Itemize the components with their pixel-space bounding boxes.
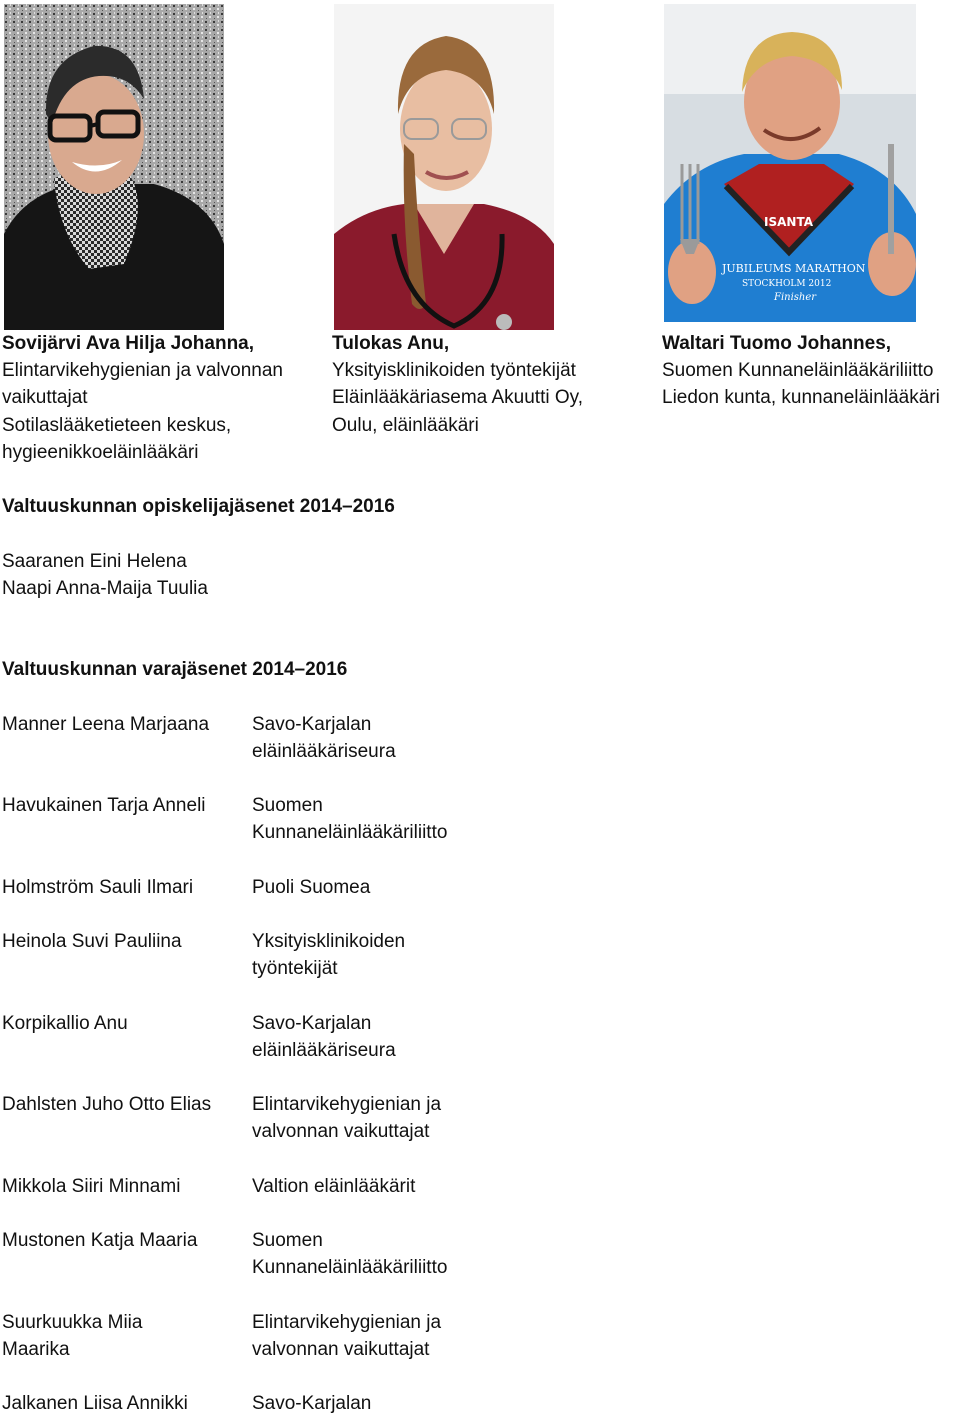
deputy-org-line: Elintarvikehygienian ja xyxy=(252,1312,442,1333)
deputy-org xyxy=(252,711,492,765)
deputy-org xyxy=(252,1010,492,1064)
deputy-org-line: valvonnan vaikuttajat xyxy=(252,1121,430,1143)
photo-tulokas xyxy=(334,4,554,330)
deputy-org-line: Suomen xyxy=(252,795,323,816)
photo-sovijarvi xyxy=(4,4,224,330)
deputy-org-line: Valtion eläinlääkärit xyxy=(252,1176,416,1197)
deputy-org-line: valvonnan vaikuttajat xyxy=(252,1339,430,1361)
member-line: Elintarvikehygienian ja valvonnan xyxy=(2,360,283,382)
deputy-org-line: Elintarvikehygienian ja xyxy=(252,1094,442,1115)
member-line: Suomen Kunnaneläinlääkäriliitto xyxy=(662,360,934,382)
deputy-org-line: Puoli Suomea xyxy=(252,877,371,898)
portrait-woman-glasses-photo xyxy=(4,4,224,330)
member-line: Liedon kunta, kunnaneläinlääkäri xyxy=(662,387,940,409)
deputy-org-line: Savo-Karjalan xyxy=(252,1393,372,1414)
deputy-org xyxy=(252,1390,492,1417)
member-line: Yksityisklinikoiden työntekijät xyxy=(332,360,576,382)
photo-waltari xyxy=(664,4,916,322)
member-caption-tulokas xyxy=(332,330,583,439)
deputy-org xyxy=(252,928,492,982)
deputy-name: Mustonen Katja Maaria xyxy=(2,1230,198,1251)
deputy-name: Heinola Suvi Pauliina xyxy=(2,931,182,952)
deputy-org xyxy=(252,874,492,901)
member-name: Sovijärvi Ava Hilja Johanna, xyxy=(2,333,255,354)
deputy-org xyxy=(252,1227,492,1281)
deputy-name: Jalkanen Liisa Annikki xyxy=(2,1393,188,1414)
deputy-org-line: eläinlääkäriseura xyxy=(252,1040,396,1062)
deputy-org-line: Kunnaneläinlääkäriliitto xyxy=(252,822,448,844)
deputy-org-line: Yksityisklinikoiden xyxy=(252,931,406,952)
member-line: vaikuttajat xyxy=(2,387,88,409)
member-line: Sotilaslääketieteen keskus, xyxy=(2,414,232,436)
deputy-org-line: Savo-Karjalan xyxy=(252,714,372,735)
deputies-heading: Valtuuskunnan varajäsenet 2014–2016 xyxy=(2,659,348,680)
shirt-text-1: JUBILEUMS MARATHON xyxy=(722,262,866,275)
deputy-org xyxy=(252,1173,492,1200)
shirt-text-2: STOCKHOLM 2012 xyxy=(742,279,832,289)
member-line: Eläinlääkäriasema Akuutti Oy, xyxy=(332,387,583,409)
bandana-text: ISANTA xyxy=(764,215,813,229)
deputy-name: Mikkola Siiri Minnami xyxy=(2,1176,181,1197)
student-name: Naapi Anna-Maija Tuulia xyxy=(2,578,208,599)
deputy-name xyxy=(2,1309,242,1363)
shirt-text-3: Finisher xyxy=(774,292,817,303)
portrait-man-fork-photo xyxy=(664,4,916,322)
deputy-name: Holmström Sauli Ilmari xyxy=(2,877,194,898)
member-name: Waltari Tuomo Johannes, xyxy=(662,333,892,354)
deputy-org-line: Kunnaneläinlääkäriliitto xyxy=(252,1257,448,1279)
deputy-name-line: Maarika xyxy=(2,1339,70,1361)
deputy-org-line: Suomen xyxy=(252,1230,323,1251)
students-heading: Valtuuskunnan opiskelijajäsenet 2014–2016 xyxy=(2,496,395,517)
deputy-name: Dahlsten Juho Otto Elias xyxy=(2,1094,212,1115)
member-name: Tulokas Anu, xyxy=(332,333,450,354)
deputy-name: Havukainen Tarja Anneli xyxy=(2,795,206,816)
member-caption-sovijarvi xyxy=(2,330,283,466)
deputy-org-line: Savo-Karjalan xyxy=(252,1013,372,1034)
deputy-org xyxy=(252,792,492,846)
deputy-org-line: eläinlääkäriseura xyxy=(252,741,396,763)
deputy-org xyxy=(252,1091,492,1145)
deputy-name: Manner Leena Marjaana xyxy=(2,714,210,735)
member-caption-waltari xyxy=(662,330,940,412)
member-line: Oulu, eläinlääkäri xyxy=(332,414,479,436)
portrait-woman-stethoscope-photo xyxy=(334,4,554,330)
deputy-name-line: Suurkuukka Miia xyxy=(2,1312,143,1333)
deputy-org-line: työntekijät xyxy=(252,958,338,980)
deputy-name: Korpikallio Anu xyxy=(2,1013,128,1034)
student-name: Saaranen Eini Helena xyxy=(2,551,187,572)
member-line: hygieenikkoeläinlääkäri xyxy=(2,441,199,463)
deputy-org xyxy=(252,1309,492,1363)
